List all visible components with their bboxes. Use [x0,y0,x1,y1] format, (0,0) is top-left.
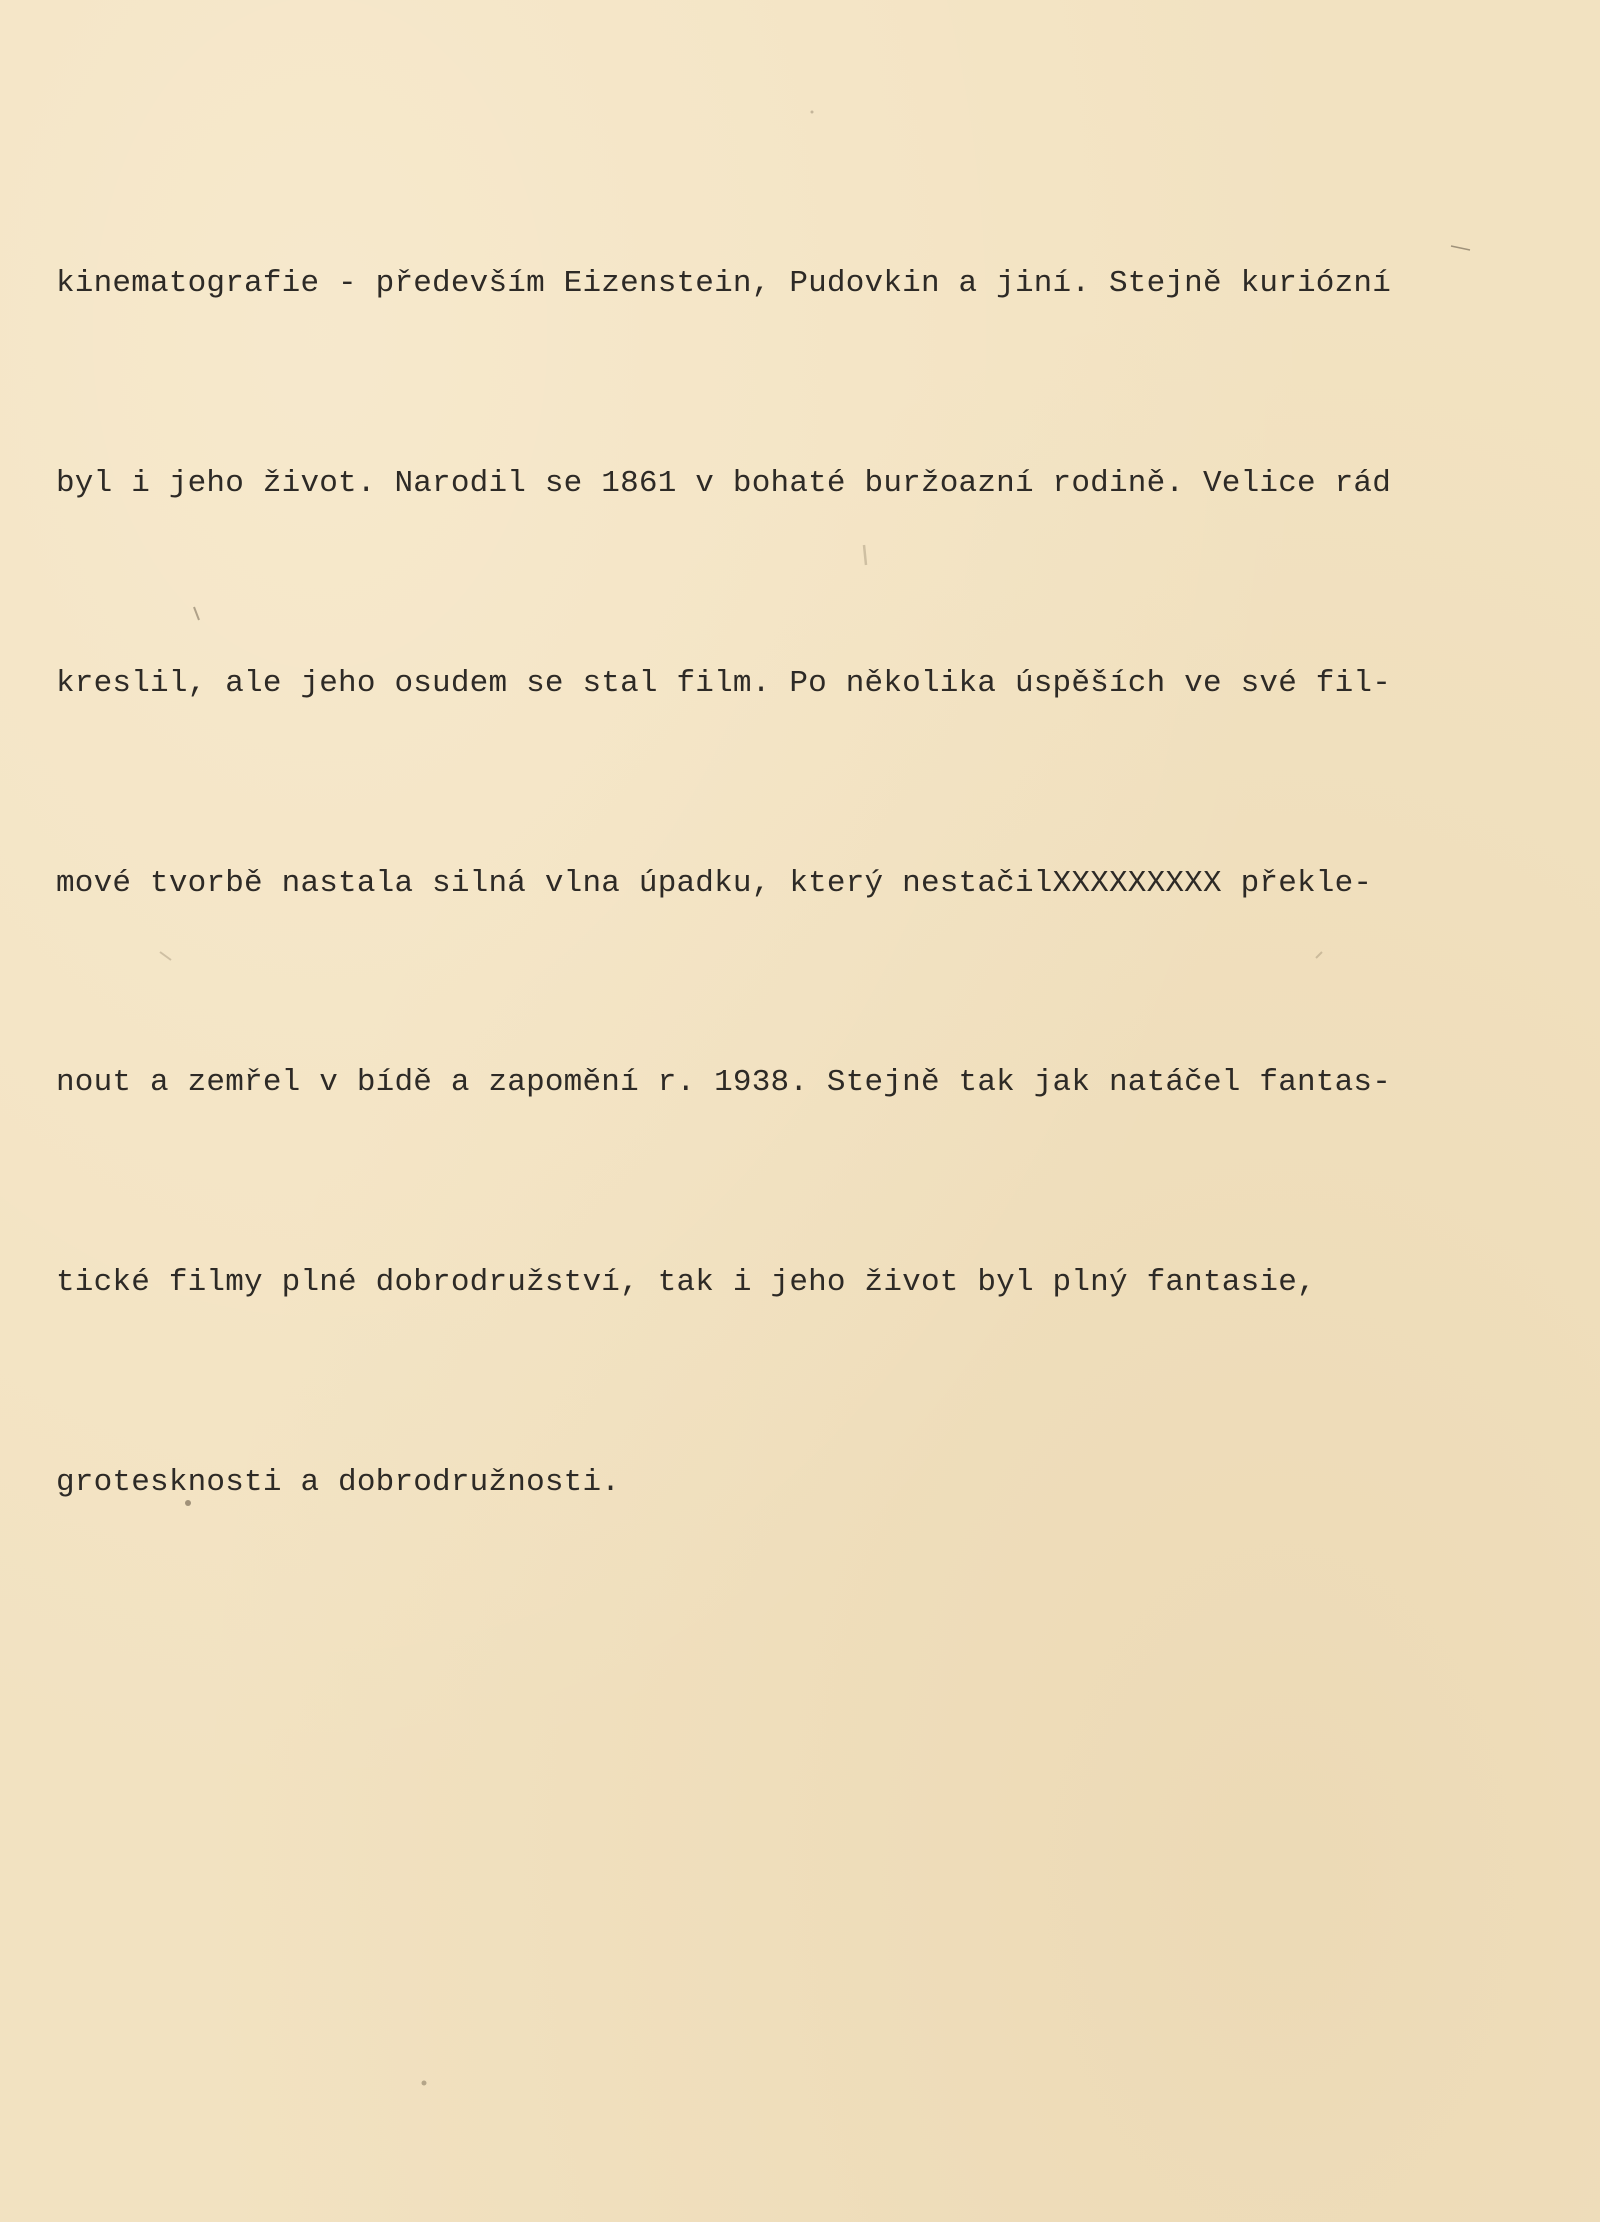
text-line-3: kreslil, ale jeho osudem se stal film. Po několika úspěších ve své fil- [56,665,1392,701]
text-line-2: byl i jeho život. Narodil se 1861 v bohaté buržoazní rodině. Velice rád [56,465,1392,501]
text-line-5: nout a zemřel v bídě a zapomění r. 1938. Stejně tak jak natáčel fantas- [56,1065,1392,1101]
text-line-4: mové tvorbě nastala silná vlna úpadku, který nestačilXXXXXXXXX překle- [56,865,1373,901]
paper-speck [811,111,814,114]
text-line-6: tické filmy plné dobrodružství, tak i jeho život byl plný fantasie, [56,1265,1316,1301]
typed-text-block [56,118,1556,1650]
text-line-7: grotesknosti a dobrodružnosti. [56,1464,621,1500]
text-line-1: kinematografie - především Eizenstein, Pudovkin a jiní. Stejně kuriózní [56,266,1392,302]
paper-speck [422,2081,427,2086]
